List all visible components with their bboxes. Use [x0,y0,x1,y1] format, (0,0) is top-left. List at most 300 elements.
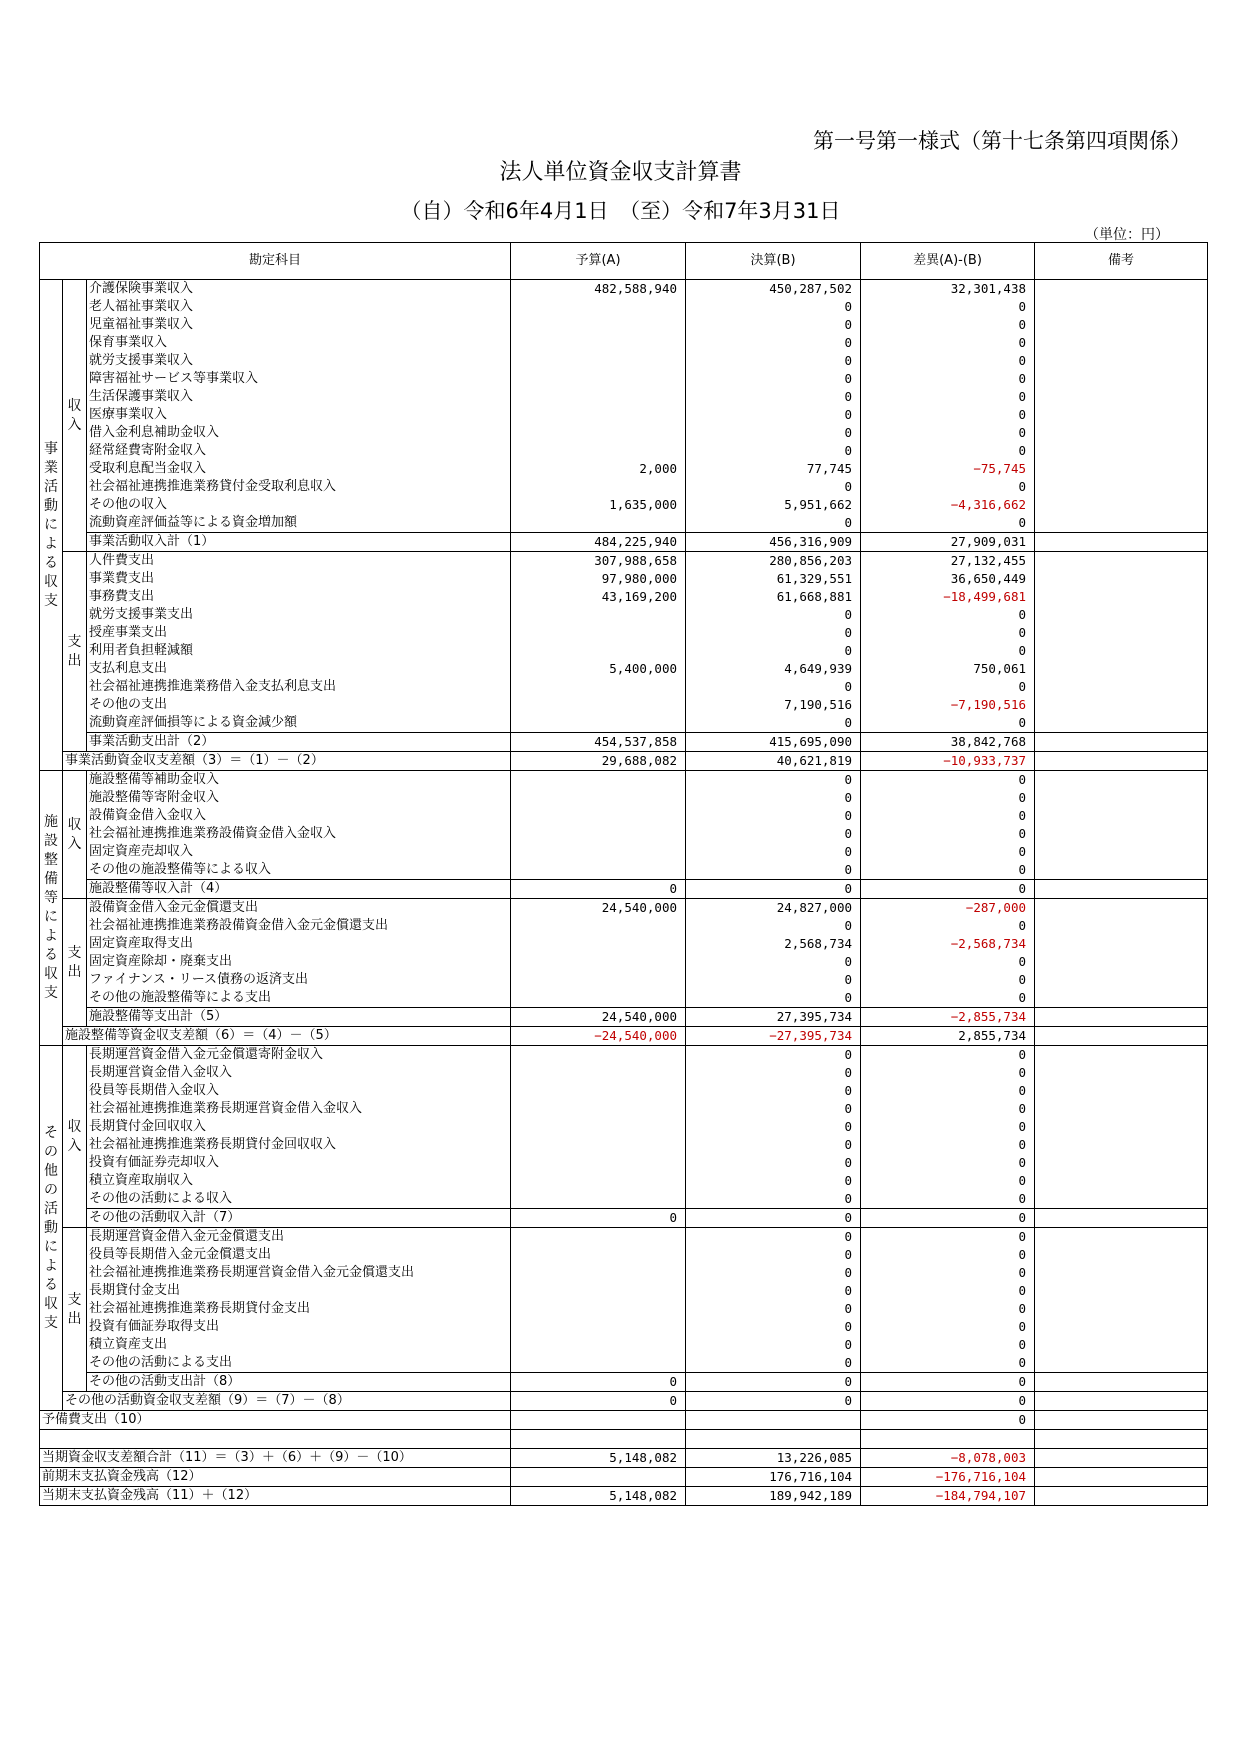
actual-value: 40,621,819 [686,752,861,771]
table-row [40,1246,1208,1264]
summary-row [40,1411,1208,1430]
budget-value [511,1082,686,1100]
table-row [40,334,1208,352]
budget-value [511,1411,686,1430]
actual-value: 0 [686,388,861,406]
diff-value: −4,316,662 [861,496,1035,514]
table-row [40,807,1208,825]
account-item: 児童福祉事業収入 [87,316,511,334]
diff-value: 0 [861,1172,1035,1190]
note-cell [1035,1411,1208,1430]
budget-value: −24,540,000 [511,1027,686,1046]
note-cell [1035,714,1208,733]
diff-value: 0 [861,1246,1035,1264]
account-item: 就労支援事業収入 [87,352,511,370]
diff-value: 0 [861,478,1035,496]
account-item: 予備費支出（10） [40,1411,511,1430]
table-row [40,917,1208,935]
account-item: 事業活動収入計（1） [87,533,511,552]
diff-value: 0 [861,807,1035,825]
note-cell [1035,496,1208,514]
actual-value: 0 [686,1154,861,1172]
diff-value: 2,855,734 [861,1027,1035,1046]
actual-value: 415,695,090 [686,733,861,752]
budget-value [511,406,686,424]
budget-value [511,606,686,624]
actual-value: 0 [686,1118,861,1136]
table-row [40,352,1208,370]
actual-value: 0 [686,1172,861,1190]
table-row [40,1064,1208,1082]
actual-value: 450,287,502 [686,280,861,299]
budget-value [511,424,686,442]
diff-value: 0 [861,352,1035,370]
section-label-s3: そ の 他 の 活 動 に よ る 収 支 [40,1046,63,1411]
account-item: 当期末支払資金残高（11）＋（12） [40,1487,511,1506]
diff-value: 0 [861,406,1035,424]
account-item: 受取利息配当金収入 [87,460,511,478]
statement-body [40,280,1208,1506]
note-cell [1035,1064,1208,1082]
actual-value: 0 [686,1300,861,1318]
budget-value [511,935,686,953]
diff-value: 0 [861,678,1035,696]
diff-value: 0 [861,624,1035,642]
header-budget: 予算(A) [511,243,686,280]
budget-value: 307,988,658 [511,552,686,571]
budget-value [511,1154,686,1172]
balance-row [40,752,1208,771]
actual-value: 0 [686,1373,861,1392]
account-item: 社会福祉連携推進業務長期運営資金借入金収入 [87,1100,511,1118]
diff-value: 0 [861,424,1035,442]
table-row [40,1136,1208,1154]
account-item: 施設整備等寄附金収入 [87,789,511,807]
account-item: 社会福祉連携推進業務長期運営資金借入金元金償還支出 [87,1264,511,1282]
diff-value: 0 [861,861,1035,880]
diff-value: 0 [861,1046,1035,1065]
note-cell [1035,570,1208,588]
table-row [40,552,1208,571]
diff-value: 0 [861,1064,1035,1082]
note-cell [1035,1246,1208,1264]
budget-value [511,789,686,807]
budget-value [511,917,686,935]
diff-value: 0 [861,642,1035,660]
diff-value: −7,190,516 [861,696,1035,714]
actual-value: 0 [686,1336,861,1354]
fiscal-period: （自）令和6年4月1日 （至）令和7年3月31日 [400,199,841,223]
actual-value: 0 [686,642,861,660]
note-cell [1035,733,1208,752]
note-cell [1035,771,1208,790]
table-row [40,1082,1208,1100]
note-cell [1035,752,1208,771]
account-item: その他の活動による支出 [87,1354,511,1373]
account-item: 老人福祉事業収入 [87,298,511,316]
diff-value: 36,650,449 [861,570,1035,588]
budget-value [511,1318,686,1336]
diff-value [861,1430,1035,1449]
diff-value: 0 [861,606,1035,624]
account-item: 事務費支出 [87,588,511,606]
note-cell [1035,1282,1208,1300]
budget-value [511,1468,686,1487]
budget-value: 454,537,858 [511,733,686,752]
table-row [40,588,1208,606]
form-number: 第一号第一様式（第十七条第四項関係） [813,129,1191,153]
section-label-s1: 事 業 活 動 に よ る 収 支 [40,280,63,771]
budget-value: 5,148,082 [511,1487,686,1506]
diff-value: 0 [861,1190,1035,1209]
note-cell [1035,1336,1208,1354]
diff-value: 0 [861,1411,1035,1430]
table-row [40,678,1208,696]
diff-value: 0 [861,989,1035,1008]
diff-value: 0 [861,953,1035,971]
diff-value: −75,745 [861,460,1035,478]
budget-value [511,1172,686,1190]
header-row [40,243,1208,280]
subtotal-row [40,1008,1208,1027]
budget-value [511,442,686,460]
actual-value: 0 [686,714,861,733]
header-actual: 決算(B) [686,243,861,280]
diff-value: 0 [861,388,1035,406]
actual-value: 176,716,104 [686,1468,861,1487]
diff-value: −184,794,107 [861,1487,1035,1506]
actual-value: 0 [686,971,861,989]
diff-value: 0 [861,1154,1035,1172]
actual-value: 0 [686,1082,861,1100]
table-row [40,861,1208,880]
diff-value: −287,000 [861,899,1035,918]
budget-value: 43,169,200 [511,588,686,606]
account-item: 医療事業収入 [87,406,511,424]
table-row [40,1046,1208,1065]
note-cell [1035,1136,1208,1154]
account-item: 就労支援事業支出 [87,606,511,624]
actual-value: 0 [686,1228,861,1247]
table-row [40,478,1208,496]
budget-value [511,1354,686,1373]
note-cell [1035,406,1208,424]
account-item: 保育事業収入 [87,334,511,352]
diff-value: 0 [861,298,1035,316]
account-item: 授産事業支出 [87,624,511,642]
budget-value [511,1136,686,1154]
diff-value: −18,499,681 [861,588,1035,606]
account-item: 固定資産除却・廃棄支出 [87,953,511,971]
actual-value: 0 [686,514,861,533]
account-item: 施設整備等補助金収入 [87,771,511,790]
note-cell [1035,807,1208,825]
note-cell [1035,917,1208,935]
actual-value [686,1411,861,1430]
note-cell [1035,1354,1208,1373]
budget-value: 5,148,082 [511,1449,686,1468]
account-item: その他の収入 [87,496,511,514]
table-row [40,606,1208,624]
note-cell [1035,789,1208,807]
actual-value: 27,395,734 [686,1008,861,1027]
table-row [40,624,1208,642]
actual-value: 0 [686,334,861,352]
diff-value: 0 [861,1282,1035,1300]
note-cell [1035,388,1208,406]
budget-value [511,334,686,352]
account-item [40,1430,511,1449]
account-item: 事業活動資金収支差額（3）＝（1）－（2） [63,752,511,771]
subtotal-row [40,1373,1208,1392]
budget-value [511,771,686,790]
table-row [40,496,1208,514]
account-item: 利用者負担軽減額 [87,642,511,660]
budget-value [511,714,686,733]
diff-value: 0 [861,370,1035,388]
diff-value: 32,301,438 [861,280,1035,299]
table-row [40,789,1208,807]
section-label-s2: 施 設 整 備 等 に よ る 収 支 [40,771,63,1046]
note-cell [1035,1008,1208,1027]
budget-value [511,1064,686,1082]
header-note: 備考 [1035,243,1208,280]
note-cell [1035,678,1208,696]
actual-value: 5,951,662 [686,496,861,514]
actual-value: 0 [686,298,861,316]
actual-value: 0 [686,771,861,790]
note-cell [1035,588,1208,606]
account-item: 投資有価証券売却収入 [87,1154,511,1172]
note-cell [1035,1392,1208,1411]
budget-value: 0 [511,1209,686,1228]
subsection-label-in: 収 入 [63,771,87,899]
budget-value [511,1282,686,1300]
budget-value [511,1046,686,1065]
account-item: 人件費支出 [87,552,511,571]
diff-value: 0 [861,1136,1035,1154]
budget-value [511,953,686,971]
account-item: その他の活動収入計（7） [87,1209,511,1228]
budget-value: 0 [511,880,686,899]
subsection-label-out: 支 出 [63,899,87,1027]
budget-value [511,861,686,880]
account-item: ファイナンス・リース債務の返済支出 [87,971,511,989]
budget-value [511,1228,686,1247]
account-item: 流動資産評価損等による資金減少額 [87,714,511,733]
note-cell [1035,1118,1208,1136]
diff-value: 27,132,455 [861,552,1035,571]
note-cell [1035,1430,1208,1449]
budget-value: 0 [511,1392,686,1411]
actual-value: 0 [686,825,861,843]
actual-value: 0 [686,843,861,861]
note-cell [1035,514,1208,533]
actual-value: 0 [686,478,861,496]
note-cell [1035,1209,1208,1228]
table-row [40,771,1208,790]
note-cell [1035,642,1208,660]
account-item: 経常経費寄附金収入 [87,442,511,460]
budget-value [511,316,686,334]
table-row [40,935,1208,953]
diff-value: −8,078,003 [861,1449,1035,1468]
table-row [40,899,1208,918]
table-row [40,514,1208,533]
actual-value: 24,827,000 [686,899,861,918]
account-item: 投資有価証券取得支出 [87,1318,511,1336]
actual-value: 0 [686,370,861,388]
diff-value: 0 [861,1300,1035,1318]
account-item: 積立資産支出 [87,1336,511,1354]
table-row [40,370,1208,388]
diff-value: 750,061 [861,660,1035,678]
budget-value [511,514,686,533]
actual-value: 0 [686,1318,861,1336]
diff-value: 0 [861,514,1035,533]
table-row [40,460,1208,478]
note-cell [1035,1027,1208,1046]
table-row [40,953,1208,971]
budget-value [511,352,686,370]
actual-value: 0 [686,807,861,825]
budget-value [511,1100,686,1118]
diff-value: 0 [861,971,1035,989]
budget-value: 97,980,000 [511,570,686,588]
note-cell [1035,843,1208,861]
table-row [40,1100,1208,1118]
table-row [40,1190,1208,1209]
account-item: 社会福祉連携推進業務貸付金受取利息収入 [87,478,511,496]
table-row [40,388,1208,406]
note-cell [1035,1318,1208,1336]
account-item: 施設整備等資金収支差額（6）＝（4）－（5） [63,1027,511,1046]
budget-value [511,696,686,714]
actual-value: 0 [686,678,861,696]
summary-row [40,1487,1208,1506]
note-cell [1035,606,1208,624]
note-cell [1035,460,1208,478]
actual-value: 0 [686,1392,861,1411]
note-cell [1035,935,1208,953]
subtotal-row [40,533,1208,552]
actual-value: 0 [686,953,861,971]
budget-value [511,1336,686,1354]
actual-value: 0 [686,1064,861,1082]
account-item: 社会福祉連携推進業務長期貸付金支出 [87,1300,511,1318]
diff-value: 0 [861,1373,1035,1392]
diff-value: 0 [861,714,1035,733]
balance-row [40,1392,1208,1411]
account-item: 生活保護事業収入 [87,388,511,406]
account-item: 施設整備等収入計（4） [87,880,511,899]
note-cell [1035,334,1208,352]
diff-value: 0 [861,843,1035,861]
budget-value: 24,540,000 [511,1008,686,1027]
actual-value: 0 [686,989,861,1008]
budget-value [511,807,686,825]
subtotal-row [40,1209,1208,1228]
note-cell [1035,1468,1208,1487]
account-item: 設備資金借入金元金償還支出 [87,899,511,918]
account-item: 当期資金収支差額合計（11）＝（3）＋（6）＋（9）－（10） [40,1449,511,1468]
diff-value: 0 [861,334,1035,352]
note-cell [1035,1300,1208,1318]
table-row [40,971,1208,989]
table-row [40,1264,1208,1282]
budget-value: 2,000 [511,460,686,478]
diff-value: 0 [861,1100,1035,1118]
diff-value: 27,909,031 [861,533,1035,552]
note-cell [1035,624,1208,642]
account-item: 長期貸付金回収収入 [87,1118,511,1136]
budget-value [511,1430,686,1449]
diff-value: 0 [861,1209,1035,1228]
diff-value: 0 [861,789,1035,807]
actual-value: 0 [686,1209,861,1228]
diff-value: 0 [861,771,1035,790]
table-row [40,660,1208,678]
table-row [40,1300,1208,1318]
diff-value: 0 [861,1392,1035,1411]
note-cell [1035,478,1208,496]
note-cell [1035,316,1208,334]
subsection-label-out: 支 出 [63,552,87,752]
diff-value: 0 [861,1318,1035,1336]
table-row [40,1118,1208,1136]
budget-value [511,989,686,1008]
table-row [40,424,1208,442]
subtotal-row [40,733,1208,752]
account-item: 長期運営資金借入金元金償還寄附金収入 [87,1046,511,1065]
table-row [40,406,1208,424]
note-cell [1035,989,1208,1008]
table-row [40,1154,1208,1172]
actual-value: 7,190,516 [686,696,861,714]
unit-label: （単位：円） [1085,227,1169,243]
budget-value: 0 [511,1373,686,1392]
subsection-label-in: 収 入 [63,1046,87,1228]
table-row [40,825,1208,843]
actual-value: 61,668,881 [686,588,861,606]
diff-value: 0 [861,442,1035,460]
account-item: 障害福祉サービス等事業収入 [87,370,511,388]
diff-value: 0 [861,825,1035,843]
note-cell [1035,442,1208,460]
subsection-label-out: 支 出 [63,1228,87,1392]
budget-value: 5,400,000 [511,660,686,678]
note-cell [1035,1264,1208,1282]
diff-value: −2,855,734 [861,1008,1035,1027]
actual-value: 0 [686,606,861,624]
account-item: その他の活動支出計（8） [87,1373,511,1392]
actual-value: 0 [686,1100,861,1118]
note-cell [1035,660,1208,678]
diff-value: 0 [861,880,1035,899]
balance-row [40,1027,1208,1046]
note-cell [1035,280,1208,299]
summary-row [40,1468,1208,1487]
diff-value: 0 [861,316,1035,334]
header-item: 勘定科目 [40,243,511,280]
diff-value: −2,568,734 [861,935,1035,953]
account-item: その他の施設整備等による収入 [87,861,511,880]
actual-value: 0 [686,789,861,807]
account-item: 長期運営資金借入金元金償還支出 [87,1228,511,1247]
table-row [40,1336,1208,1354]
table-row [40,696,1208,714]
note-cell [1035,899,1208,918]
